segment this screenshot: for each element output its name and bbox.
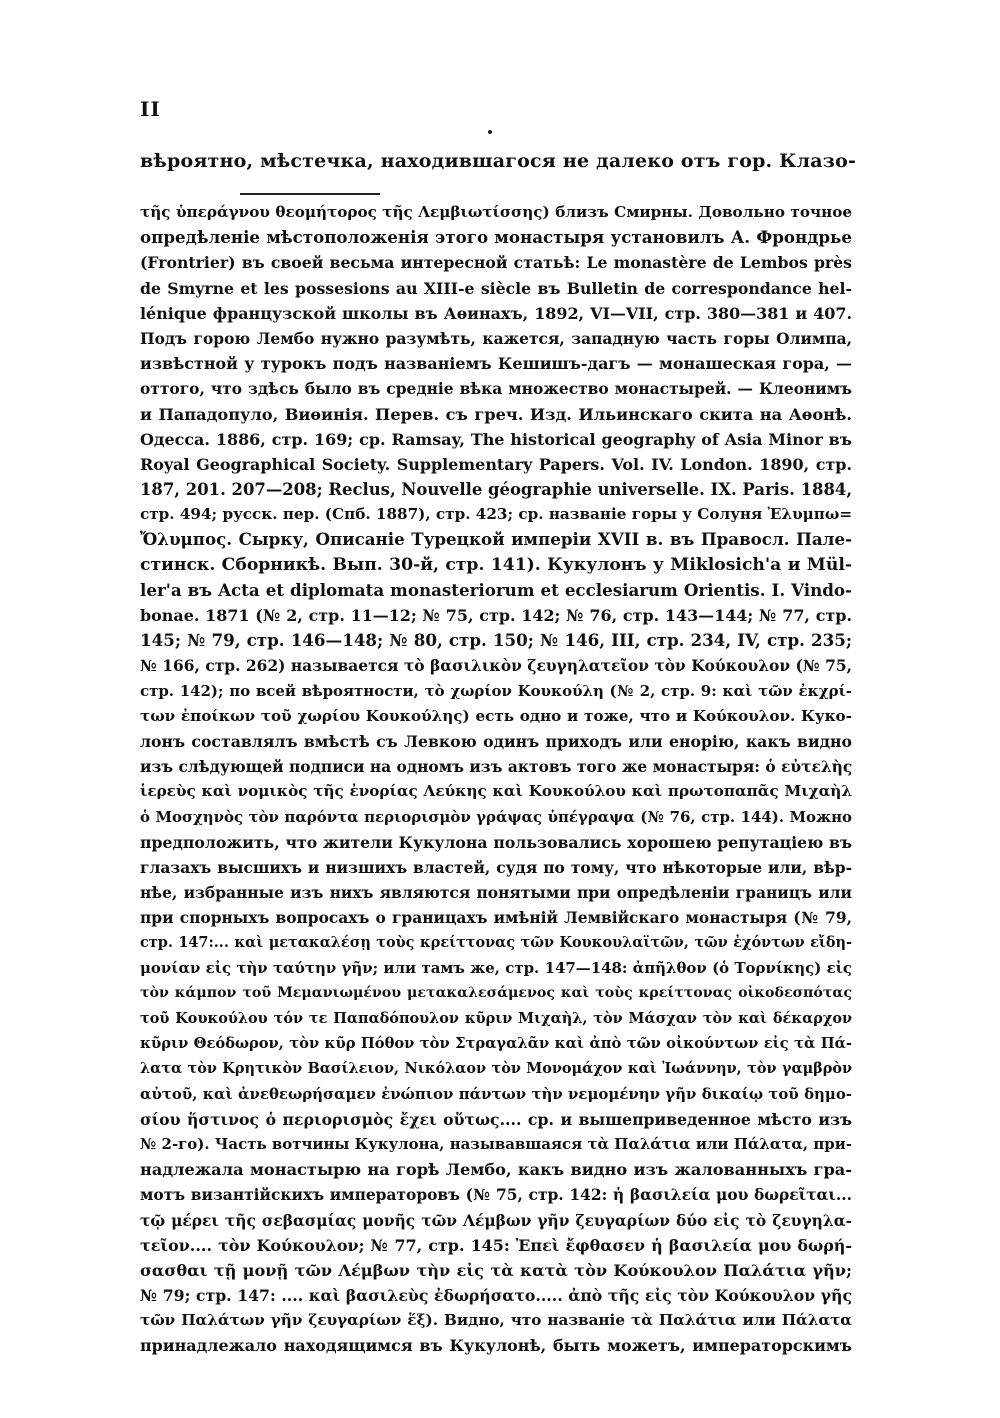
footnote-line: Royal Geographical Society. Supplementary Papers. Vol. IV. London. 1890, стр. <box>140 454 852 474</box>
running-text-line: вѣроятно, мѣстечка, находившагося не далеко отъ гор. Клазо- <box>140 150 857 172</box>
footnote-line: стр. 147:... καὶ μετακαλέσῃ τοὺς κρείττονας τῶν Κουκουλαϊτῶν, τῶν ἐχόντων εἴδη- <box>140 934 852 952</box>
footnote-line: lénique французской школы въ Аѳинахъ, 1892, VI—VII, стр. 380—381 и 407. <box>140 303 852 323</box>
footnote-line: лонъ составлялъ вмѣстѣ съ Левкою одинъ приходъ или енорію, какъ видно <box>140 731 852 751</box>
footnote-line: αὐτοῦ, καὶ ἀνεθεωρήσαμεν ἐνώπιον πάντων τὴν νεμομένην γῆν δικαίῳ τοῦ δημο- <box>140 1084 852 1103</box>
footnote-line: изъ слѣдующей подписи на одномъ изъ актовъ того же монастыря: ὁ εὐτελὴς <box>140 757 852 777</box>
footnote-line: των ἐποίκων τοῦ χωρίου Κουκούλης) есть одно и тоже, что и Κούκουλον. Куко- <box>140 706 852 725</box>
footnote-line: стр. 142); по всей вѣроятности, τὸ χωρίον Κουκούλη (№ 2, стр. 9: καὶ τῶν ἐκχρί- <box>140 681 852 700</box>
footnote-line: ἱερεὺς καὶ νομικὸς τῆς ἐνορίας Λεύκης καὶ Κουκούλου καὶ πρωτοπαπᾶς Μιχαὴλ <box>140 782 852 801</box>
footnote-line: принадлежало находящимся въ Кукулонѣ, быть можетъ, императорскимъ <box>140 1336 852 1356</box>
footnote-line: τὸν κάμπον τοῦ Μεμανιωμένου μετακαλεσάμενος καὶ τοὺς κρείττονας οἰκοδεσπότας <box>140 984 852 1001</box>
footnote-line: (Frontrier) въ своей весьма интересной статьѣ: Le monastère de Lembos près <box>140 253 852 273</box>
page-number: II <box>140 97 161 121</box>
footnote-line: № 166, стр. 262) называется τὸ βασιλικὸν ζευγηλατεῖον τὸν Κούκουλον (№ 75, <box>140 656 852 676</box>
footnote-line: τοῦ Κουκούλου τόν τε Παπαδόπουλον κῦριν Μιχαὴλ, τὸν Μάσχαν τὸν καὶ δέκαρχον <box>140 1010 852 1027</box>
footnote-line: μονίαν εἰς τὴν ταύτην γῆν; или тамъ же, стр. 147—148: ἀπῆλθον (ὁ Τορνίκης) εἰς <box>140 958 852 977</box>
footnote-line: глазахъ высшихъ и низшихъ властей, судя по тому, что нѣкоторые или, вѣр- <box>140 857 852 877</box>
footnote-line: σίου ἥστινος ὁ περιορισμὸς ἔχει οὕτως.... ср. и вышеприведенное мѣсто изъ <box>140 1109 852 1129</box>
footnote-line: Ὄλυμπος. Сырку, Описаніе Турецкой имперіи XVII в. въ Правосл. Пале- <box>140 529 852 550</box>
footnote-line: № 2-го). Часть вотчины Кукулона, называвшаяся τὰ Παλάτια или Πάλατα, при- <box>140 1134 852 1153</box>
footnote-line: опредѣленіе мѣстоположенія этого монастыря установилъ А. Фрондрье <box>140 227 852 248</box>
footnote-line: Одесса. 1886, стр. 169; ср. Ramsay, The historical geography of Asia Minor въ <box>140 429 852 449</box>
footnote-separator <box>240 193 380 195</box>
footnote-line: τῶν Παλάτων γῆν ζευγαρίων ἕξ). Видно, что названіе τὰ Παλάτια или Πάλατα <box>140 1311 852 1330</box>
footnote-line: κῦριν Θεόδωρον, τὸν κῦρ Πόθον τὸν Στραγαλᾶν καὶ ἀπὸ τῶν οἰκούντων εἰς τὰ Πά- <box>140 1035 852 1053</box>
footnote-line: ὁ Μοσχηνὸς τὸν παρόντα περιορισμὸν γράψας ὑπέγραψα (№ 76, стр. 144). Можно <box>140 807 852 826</box>
footnote-line: стр. 494; русск. пер. (Спб. 1887), стр. 423; ср. названіе горы у Солуня Ἐλυμπω= <box>140 505 852 524</box>
ink-dot <box>488 130 492 134</box>
footnote-line: надлежала монастырю на горѣ Лембо, какъ видно изъ жалованныхъ гра- <box>140 1160 852 1180</box>
footnote-line: и Пападопуло, Виѳинія. Перев. съ греч. Изд. Ильинскаго скита на Аѳонѣ. <box>140 404 852 424</box>
footnote-line: σασθαι τῇ μονῇ τῶν Λέμβων τὴν εἰς τὰ κατὰ τὸν Κούκουλον Παλάτια γῆν; <box>140 1260 852 1280</box>
footnote-line: ler'а въ Acta et diplomata monasteriorum et ecclesiarum Orientis. I. Vindo- <box>140 579 852 600</box>
footnote-line: bonae. 1871 (№ 2, стр. 11—12; № 75, стр. 142; № 76, стр. 143—144; № 77, стр. <box>140 606 852 625</box>
footnote-line: τεῖον.... τὸν Κούκουλον; № 77, стр. 145: Ἐπεὶ ἔφθασεν ἡ βασιλεία μου δωρή- <box>140 1235 852 1255</box>
footnote-line: 145; № 79, стр. 146—148; № 80, стр. 150; № 146, III, стр. 234, IV, стр. 235; <box>140 630 852 651</box>
footnote-line: извѣстной у турокъ подъ названіемъ Кешишъ-дагъ — монашеская гора, — <box>140 354 852 374</box>
footnote-line: мотъ византійскихъ императоровъ (№ 75, стр. 142: ἡ βασιλεία μου δωρεῖται... <box>140 1185 852 1205</box>
footnote-line: τῆς ὑπεράγνου θεομήτορος τῆς Λεμβιωτίσσης) близъ Смирны. Довольно точное <box>140 203 852 221</box>
footnote-line: τῷ μέρει τῆς σεβασμίας μονῆς τῶν Λέμβων γῆν ζευγαρίων δύο εἰς τὸ ζευγηλα- <box>140 1210 852 1230</box>
footnote-line: оттого, что здѣсь было въ средніе вѣка множество монастырей. — Клеонимъ <box>140 379 852 399</box>
footnote-line: предположить, что жители Кукулона пользовались хорошею репутаціею въ <box>140 832 852 852</box>
footnote-line: λατα τὸν Κρητικὸν Βασίλειον, Νικόλαον τὸν Μονομάχον καὶ Ἰωάννην, τὸν γαμβρὸν <box>140 1060 852 1078</box>
footnote-line: нѣе, избранные изъ нихъ являются понятыми при опредѣленіи границъ или <box>140 883 852 903</box>
footnote-line: стинск. Сборникѣ. Вып. 30-й, стр. 141). Кукулонъ у Miklosich'а и Mül- <box>140 554 852 575</box>
footnote-block <box>140 200 852 1359</box>
footnote-line: de Smyrne et les possesions au XIII-e siècle въ Bulletin de correspondance hel- <box>140 278 852 298</box>
footnote-line: 187, 201. 207—208; Reclus, Nouvelle géographie universelle. IX. Paris. 1884, <box>140 480 852 500</box>
footnote-line: при спорныхъ вопросахъ о границахъ имѣній Лемвійскаго монастыря (№ 79, <box>140 908 852 928</box>
footnote-line: Подъ горою Лембо нужно разумѣть, кажется, западную часть горы Олимпа, <box>140 328 852 348</box>
footnote-line: № 79; стр. 147: .... καὶ βασιλεὺς ἐδωρήσατο..... ἀπὸ τῆς εἰς τὸν Κούκουλον γῆς <box>140 1286 852 1306</box>
